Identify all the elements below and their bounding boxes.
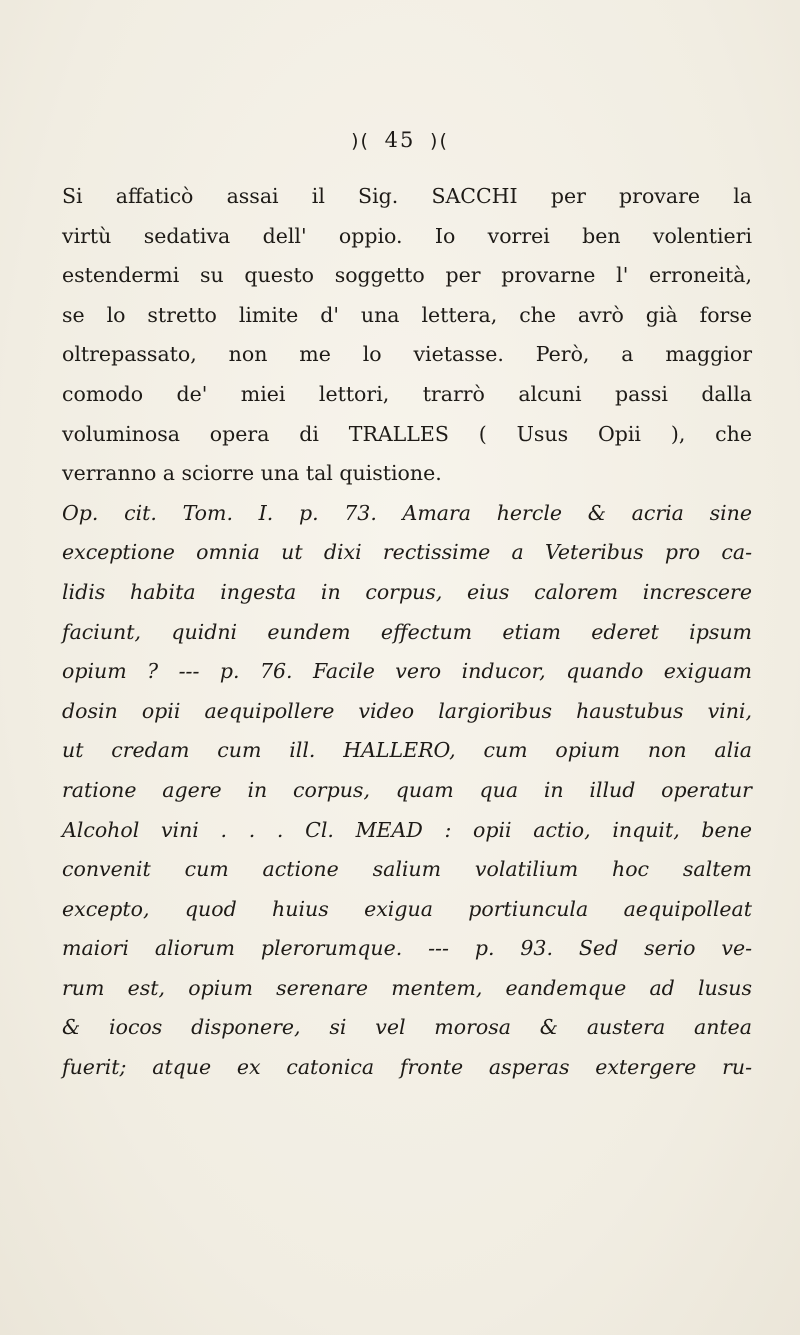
text-line: oltrepassato, non me lo vietasse. Però, a maggior <box>62 342 752 367</box>
text-line: voluminosa opera di TRALLES ( Usus Opii ), che <box>62 421 752 446</box>
text-line: estendermi su questo soggetto per provarne l' erroneità, <box>62 263 752 288</box>
text-line: Alcohol vini . . . Cl. MEAD : opii actio, inquit, bene <box>62 817 752 842</box>
header-ornament-right: )( <box>430 130 449 152</box>
text-line: fuerit; atque ex catonica fronte asperas extergere ru- <box>62 1055 752 1080</box>
text-line: se lo stretto limite d' una lettera, che avrò già forse <box>62 302 752 327</box>
text-line: maiori aliorum plerorumque. --- p. 93. Sed serio ve- <box>62 936 752 961</box>
text-line: ratione agere in corpus, quam qua in illud operatur <box>62 777 752 802</box>
text-line: rum est, opium serenare mentem, eandemque ad lusus <box>62 975 752 1000</box>
page-number: 45 <box>384 128 416 152</box>
text-line: Op. cit. Tom. I. p. 73. Amara hercle & acria sine <box>62 500 752 525</box>
text-line: virtù sedativa dell' oppio. Io vorrei ben volentieri <box>62 223 752 248</box>
text-line: exceptione omnia ut dixi rectissime a Veteribus pro ca- <box>62 540 752 565</box>
text-line: lidis habita ingesta in corpus, eius calorem increscere <box>62 579 752 604</box>
text-line: & iocos disponere, si vel morosa & austera antea <box>62 1015 752 1040</box>
header-ornament-left: )( <box>351 130 370 152</box>
text-line: faciunt, quidni eundem effectum etiam ederet ipsum <box>62 619 752 644</box>
text-line: comodo de' miei lettori, trarrò alcuni passi dalla <box>62 381 752 406</box>
text-line: convenit cum actione salium volatilium hoc saltem <box>62 857 752 882</box>
page-header <box>0 128 800 152</box>
text-line: dosin opii aequipollere video largioribus haustubus vini, <box>62 698 752 723</box>
body-text <box>62 177 752 1088</box>
text-line: verranno a sciorre una tal quistione. <box>62 461 442 486</box>
text-line: excepto, quod huius exigua portiuncula aequipolleat <box>62 896 752 921</box>
text-line: opium ? --- p. 76. Facile vero inducor, quando exiguam <box>62 659 752 684</box>
text-line: Si affaticò assai il Sig. SACCHI per provare la <box>62 184 752 208</box>
text-line: ut credam cum ill. HALLERO, cum opium non alia <box>62 738 752 763</box>
